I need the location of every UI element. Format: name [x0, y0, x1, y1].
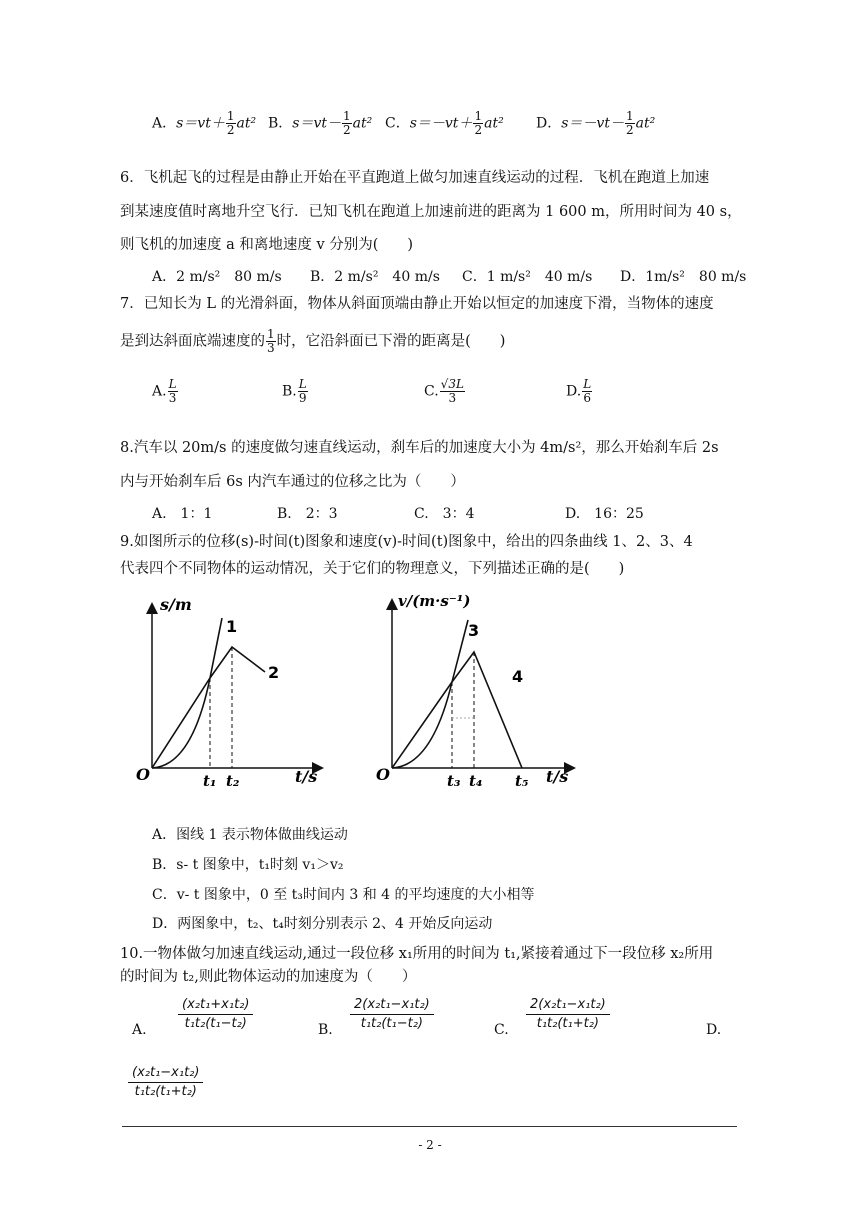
vt-graph — [372, 590, 582, 790]
q10-option-b-label: B. — [318, 1022, 333, 1038]
q6-option-d: D．1m/s² 80 m/s — [620, 269, 747, 285]
vt-xlabel: t/s — [546, 767, 569, 786]
q10-option-c-expr: 2(x₂t₁−x₁t₂) t₁t₂(t₁+t₂) — [526, 996, 610, 1033]
q7-line1: 7．已知长为 L 的光滑斜面，物体从斜面顶端由静止开始以恒定的加速度下滑，当物体的速度 — [120, 296, 714, 312]
st-curve-2-label: 2 — [268, 663, 280, 682]
q7-line2: 是到达斜面底端速度的 $\frac{1}{3}$ 时，它沿斜面已下滑的距离是( ) — [120, 327, 506, 355]
st-graph — [130, 590, 330, 790]
q5-option-d: D．s＝－vt－ $\frac{1}{2}$ at² — [536, 109, 656, 137]
q8-line1: 8.汽车以 20m/s 的速度做匀速直线运动，刹车后的加速度大小为 4m/s²，那么开始刹车后 2s — [120, 440, 719, 456]
q9-line1: 9.如图所示的位移(s)-时间(t)图象和速度(v)-时间(t)图象中，给出的四条曲线 1、2、3、4 — [120, 534, 693, 550]
q10-option-c-label: C. — [494, 1022, 509, 1038]
q10-line2: 的时间为 t₂,则此物体运动的加速度为（ ） — [120, 969, 417, 985]
q9-option-a: A．图线 1 表示物体做曲线运动 — [152, 827, 348, 843]
q9-option-d: D．两图象中，t₂、t₄时刻分别表示 2、4 开始反向运动 — [152, 916, 493, 932]
q7-option-c: C. $\frac{√3L}{3}$ — [424, 377, 464, 405]
vt-ylabel: v/(m·s⁻¹) — [398, 592, 471, 610]
vt-t3-label: t₃ — [447, 772, 461, 790]
q6-line1: 6．飞机起飞的过程是由静止开始在平直跑道上做匀加速直线运动的过程．飞机在跑道上加速 — [120, 170, 710, 186]
q6-line3: 则飞机的加速度 a 和离地速度 v 分别为( ) — [120, 237, 414, 253]
st-t2-label: t₂ — [226, 772, 240, 790]
q10-option-a-label: A. — [132, 1022, 147, 1038]
q10-line1: 10.一物体做匀加速直线运动,通过一段位移 x₁所用的时间为 t₁,紧接着通过下一段位移 x₂所用 — [120, 946, 714, 962]
page-number: - 2 - — [418, 1138, 442, 1152]
st-t1-label: t₁ — [203, 772, 217, 790]
q8-option-c: C. 3：4 — [414, 506, 475, 522]
q5-option-b: B．s＝vt－ $\frac{1}{2}$ at² — [268, 109, 373, 137]
footer-rule — [122, 1126, 737, 1127]
q8-option-a: A. 1：1 — [152, 506, 213, 522]
st-curve-1 — [152, 618, 222, 768]
q10-option-a-expr: (x₂t₁+x₁t₂) t₁t₂(t₁−t₂) — [178, 996, 253, 1033]
q6-line2: 到某速度值时离地升空飞行．已知飞机在跑道上加速前进的距离为 1 600 m，所用时间为 40 s， — [120, 204, 742, 220]
q5-option-c: C．s＝－vt＋ $\frac{1}{2}$ at² — [385, 109, 504, 137]
q6-option-b: B．2 m/s² 40 m/s — [310, 269, 440, 285]
st-curve-1-label: 1 — [226, 617, 238, 636]
q5-option-a: A．s＝vt＋ $\frac{1}{2}$ at² — [152, 109, 257, 137]
vt-t5-label: t₅ — [515, 772, 529, 790]
q10-option-d-expr: (x₂t₁−x₁t₂) t₁t₂(t₁+t₂) — [128, 1064, 203, 1101]
q6-option-a: A．2 m/s² 80 m/s — [152, 269, 282, 285]
st-curve-2 — [152, 647, 265, 768]
q9-option-c: C．v- t 图象中，0 至 t₃时间内 3 和 4 的平均速度的大小相等 — [152, 887, 535, 903]
st-origin: O — [136, 765, 150, 784]
vt-curve-4-label: 4 — [512, 667, 524, 686]
st-ylabel: s/m — [160, 595, 192, 614]
vt-curve-3-label: 3 — [468, 621, 480, 640]
q8-option-d: D. 16：25 — [565, 506, 644, 522]
q9-option-b: B．s- t 图象中，t₁时刻 v₁＞v₂ — [152, 857, 344, 873]
q10-option-d-label: D. — [706, 1022, 722, 1038]
q8-line2: 内与开始刹车后 6s 内汽车通过的位移之比为（ ） — [120, 474, 465, 490]
q7-option-b: B. $\frac{L}{9}$ — [282, 377, 307, 405]
q7-option-a: A. $\frac{L}{3}$ — [152, 377, 177, 405]
vt-origin: O — [376, 765, 390, 784]
st-xlabel: t/s — [295, 767, 318, 786]
vt-t4-label: t₄ — [469, 772, 483, 790]
q7-option-d: D. $\frac{L}{6}$ — [566, 377, 592, 405]
vt-curve-4 — [392, 652, 522, 768]
q8-option-b: B. 2：3 — [277, 506, 338, 522]
vt-curve-3 — [392, 620, 468, 768]
q6-option-c: C．1 m/s² 40 m/s — [462, 269, 593, 285]
q9-line2: 代表四个不同物体的运动情况，关于它们的物理意义，下列描述正确的是( ) — [120, 561, 625, 577]
q10-option-b-expr: 2(x₂t₁−x₁t₂) t₁t₂(t₁−t₂) — [350, 996, 434, 1033]
